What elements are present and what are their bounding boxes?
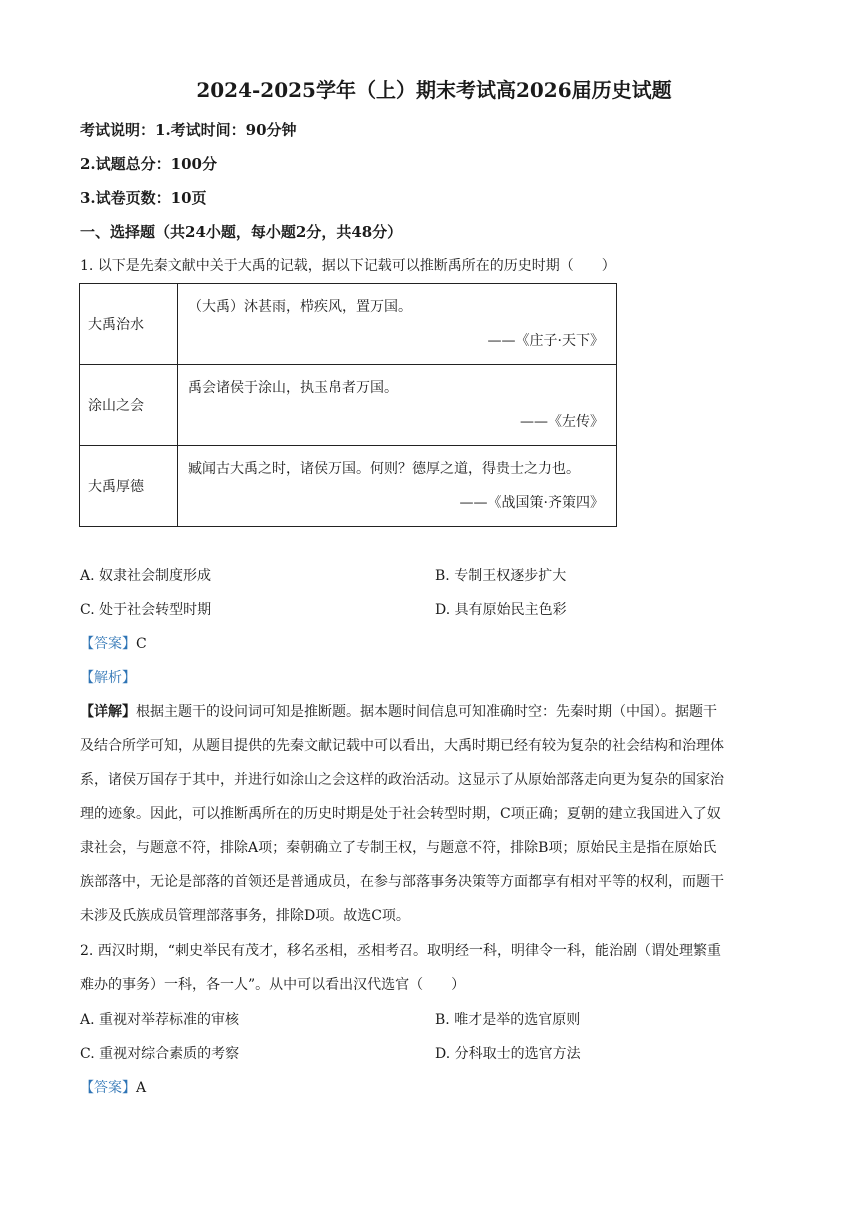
detail-line: 未涉及氏族成员管理部落事务，排除D项。故选C项。: [80, 908, 410, 924]
q1-answer: [80, 634, 795, 654]
page-title: 2024-2025学年（上）期末考试高2026届历史试题: [196, 78, 672, 102]
row-label: 大禹治水: [80, 284, 178, 365]
row-content: [178, 284, 617, 365]
q1-option-d: D. 具有原始民主色彩: [435, 602, 567, 618]
stem-line: 难办的事务）一科，各一人”。从中可以看出汉代选官（ ）: [80, 977, 466, 993]
q1-detail: [80, 695, 790, 933]
row-citation: ——《战国策·齐策四》: [459, 495, 604, 511]
q2-option-a: A. 重视对举荐标准的审核: [80, 1012, 240, 1028]
row-content: [178, 446, 617, 527]
table-row: [80, 446, 617, 527]
answer-tag: 【答案】: [80, 636, 136, 652]
row-label: 涂山之会: [80, 365, 178, 446]
table-row: [80, 365, 617, 446]
answer-value: A: [136, 1080, 147, 1096]
q1-option-b: B. 专制王权逐步扩大: [435, 568, 567, 584]
detail-line: 族部落中，无论是部落的首领还是普通成员，在参与部落事务决策等方面都享有相对平等的权利，而题干: [80, 874, 724, 890]
detail-line: 隶社会，与题意不符，排除A项；秦朝确立了专制王权，与题意不符，排除B项；原始民主是指在原始氏: [80, 840, 717, 856]
stem-line: 2. 西汉时期，“刺史举民有茂才，移名丞相，丞相考召。取明经一科，明律令一科，能治剧（谓处理繁重: [80, 943, 721, 959]
q1-analysis-tag: 【解析】: [80, 670, 136, 686]
q1-option-c: C. 处于社会转型时期: [80, 602, 212, 618]
q2-option-c: C. 重视对综合素质的考察: [80, 1046, 240, 1062]
detail-line: 及结合所学可知，从题目提供的先秦文献记载中可以看出，大禹时期已经有较为复杂的社会结构和治理体: [80, 738, 724, 754]
question-1-stem: 1. 以下是先秦文献中关于大禹的记载，据以下记载可以推断禹所在的历史时期（ ）: [80, 258, 616, 274]
row-content: [178, 365, 617, 446]
exam-note-pages: 3.试卷页数：10页: [80, 189, 207, 207]
detail-line: 系，诸侯万国存于其中，并进行如涂山之会这样的政治活动。这显示了从原始部落走向更为复杂的国家治: [80, 772, 724, 788]
q2-option-d: D. 分科取士的选官方法: [435, 1046, 581, 1062]
row-quote: （大禹）沐甚雨，栉疾风，置万国。: [188, 299, 412, 315]
row-citation: ——《左传》: [520, 414, 604, 430]
row-label: 大禹厚德: [80, 446, 178, 527]
exam-note-time: 考试说明：1.考试时间：90分钟: [80, 121, 297, 139]
answer-value: C: [136, 636, 147, 652]
q1-option-a: A. 奴隶社会制度形成: [80, 568, 212, 584]
q2-option-b: B. 唯才是举的选官原则: [435, 1012, 581, 1028]
source-table: [79, 283, 617, 527]
question-2-stem: [80, 934, 790, 1002]
row-quote: 臧闻古大禹之时，诸侯万国。何则？德厚之道，得贵士之力也。: [188, 461, 580, 477]
table-row: [80, 284, 617, 365]
detail-line: 【详解】根据主题干的设问词可知是推断题。据本题时间信息可知准确时空：先秦时期（中国）。据题干: [80, 704, 717, 720]
detail-tag: 【详解】: [80, 704, 136, 720]
row-quote: 禹会诸侯于涂山，执玉帛者万国。: [188, 380, 398, 396]
section-heading: 一、选择题（共24小题，每小题2分，共48分）: [80, 223, 403, 241]
row-citation: ——《庄子·天下》: [487, 333, 604, 349]
detail-line: 理的迹象。因此，可以推断禹所在的历史时期是处于社会转型时期，C项正确；夏朝的建立我国进入了奴: [80, 806, 721, 822]
answer-tag: 【答案】: [80, 1080, 136, 1096]
exam-note-score: 2.试题总分：100分: [80, 155, 217, 173]
q2-answer: [80, 1078, 795, 1098]
